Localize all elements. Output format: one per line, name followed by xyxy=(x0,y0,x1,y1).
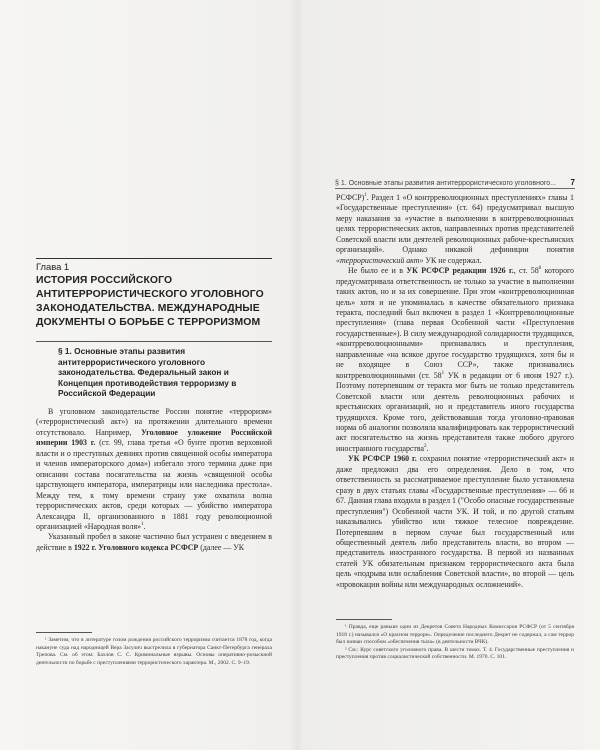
section-heading: § 1. Основные этапы развития антитеррористического уголовного законодательства. Федеральный закон и Концепция противодействия терроризму в Российской Федерации xyxy=(58,346,237,399)
left-body-text xyxy=(36,407,272,553)
right-body-text xyxy=(336,193,574,590)
paragraph: Не было ее и в УК РСФСР редакции 1926 г., ст. $58^8$ которого предусматривала ответственность не только за участие в выполнении таких актов, но и за их совершение. При этом «контрреволюционная цель» хотя и не упоминалась в качестве обязательного признака теракта, последний был включен в раздел 1 «Контрреволюционные преступления» (глава первая Особенной части «Преступления государственные»). В силу международной солидарности трудящихся, «контрреволюционными» признавались и преступления, направленные «на всякое другое государство трудящихся, хотя бы и не входящее в Союз ССР», также признавались контрреволюционными (ст. $58^1$ УК в редакции от 6 июня 1927 г.). Поэтому потерпевшим от теракта мог быть не только представитель Советской власти или деятель революционных рабочих и крестьянских организаций, но и представитель иного государства трудящихся. Кроме того, действовавшая тогда уголовно-правовая норма об аналогии позволяла квалифицировать как террористический акт посягательство на жизнь представителя также любого другого иностранного государства$^2$. xyxy=(336,266,575,453)
footnote: ¹ Правда, еще раньше один из Декретов Совета Народных Комиссаров РСФСР (от 5 сентября 1918 г.) назывался «О красном терроре». Определение последнего Декрет не содержал, а сам террор был назван способом «обеспечения тыла» (в деятельности ВЧК). xyxy=(336,624,574,645)
left-footnotes xyxy=(36,637,272,667)
page-number: 7 xyxy=(570,178,575,187)
right-footnotes xyxy=(336,624,574,662)
paragraph: В уголовном законодательстве России понятие «терроризм» («террористический акт») на протяжении длительного времени отсутствовало. Например, Уголовное уложение Российской империи 1903 г. (ст. 99, глава третья «О бунте против верховной власти и о преступных деяниях против священной особы императора и членов императорского дома») избегало этого термина даже при описании состава посягательства на жизнь «священной особы царствующего императора, императрицы или наследника престола». Между тем, к тому времени страну уже охватила волна террористических актов, среди которых — убийство императора Александра II, организованного в 1881 году революционной организацией «Народная воля»$^1$. xyxy=(36,407,273,531)
chapter-label: Глава 1 xyxy=(36,261,70,272)
paragraph: Указанный пробел в законе частично был устранен с введением в действие в 1922 г. Уголовного кодекса РСФСР (далее — УК xyxy=(36,532,272,552)
right-page xyxy=(300,0,600,750)
section-rule xyxy=(36,341,272,342)
footnote: ¹ Заметим, что в литературе голом рождения российского терроризма считается 1878 год, когда накануне суда над народницей Вера Засулич выстрелила в губернатора Санкт-Петербурга генерала Трепова. См. об этом: Бахлов С. С. Криминальные взрывы. Основы оперативно-розыскной деятельности по борьбе с преступлениями террористического характера. М., 2002. С. 9–19. xyxy=(36,637,272,666)
paragraph: УК РСФСР 1960 г. сохранил понятие «террористический акт» и даже предложил два его определения. Дело в том, что ответственность за рассматриваемое преступление было установлена сразу в двух статьях главы «Государственные преступления» — 66 и 67. Данная глава входила в раздел 1 ("Особо опасные государственные преступления") Особенной части УК. И той, и по другой статьям наказывались убийство или тяжкое телесное повреждение. Потерпевшим в первом случае был государственный или общественный деятель либо представитель власти, во втором — представитель иностранного государства. В первой из названных статей УК обязательным признаком террористического акта была цель «подрыва или ослабления Советской власти», во второй — цель «провокации войны или международных осложнений». xyxy=(336,454,574,589)
footnote: ² См.: Курс советского уголовного права. В шести томах. Т. 4. Государственные преступления и преступления против социалистической собственности. М. 1970. С. 101. xyxy=(336,646,574,660)
running-header xyxy=(335,178,575,189)
chapter-rule xyxy=(36,258,272,259)
paragraph: РСФСР)$^1$. Раздел 1 «О контрреволюционных преступлениях» главы 1 «Государственные преступления» (ст. 64) предусматривал высшую меру наказания за «участие в выполнении в контрреволюционных целях террористических актов, направленных против представителей Советской власти или деятелей революционных рабоче-крестьянских организаций». Однако никакой дефиниции понятия «террористический акт» УК не содержал. xyxy=(336,192,574,265)
footnote-rule xyxy=(36,632,92,633)
chapter-title: ИСТОРИЯ РОССИЙСКОГО АНТИТЕРРОРИСТИЧЕСКОГО УГОЛОВНОГО ЗАКОНОДАТЕЛЬСТВА. МЕЖДУНАРОДНЫЕ ДОКУМЕНТЫ О БОРЬБЕ С ТЕРРОРИЗМОМ xyxy=(36,275,264,328)
footnote-rule xyxy=(336,619,392,620)
running-header-title: § 1. Основные этапы развития антитеррористического уголовного... xyxy=(335,180,556,187)
